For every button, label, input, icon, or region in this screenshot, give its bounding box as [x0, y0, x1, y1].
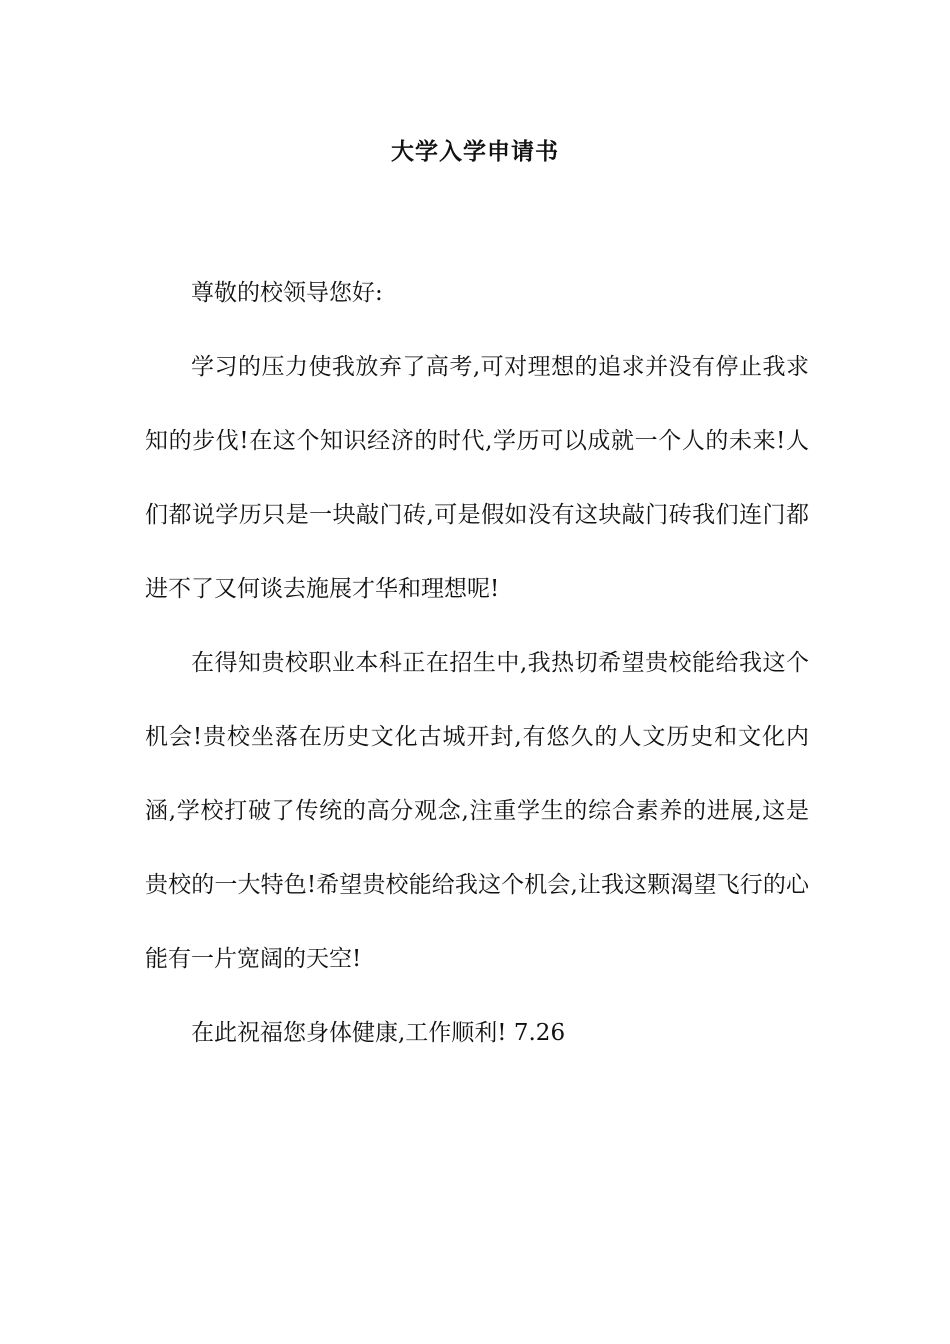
paragraph: 学习的压力使我放弃了高考,可对理想的追求并没有停止我求知的步伐!在这个知识经济的时代,学历可以成就一个人的未来!人们都说学历只是一块敲门砖,可是假如没有这块敲门砖我们连门都进不了又何谈去施展才华和理想呢!	[145, 354, 809, 602]
document-body	[145, 256, 809, 1070]
closing: 在此祝福您身体健康,工作顺利! 7.26	[191, 1020, 566, 1046]
paragraph: 在得知贵校职业本科正在招生中,我热切希望贵校能给我这个机会!贵校坐落在历史文化古城开封,有悠久的人文历史和文化内涵,学校打破了传统的高分观念,注重学生的综合素养的进展,这是贵校的一大特色!希望贵校能给我这个机会,让我这颗渴望飞行的心能有一片宽阔的天空!	[145, 650, 809, 972]
document-title: 大学入学申请书	[391, 139, 559, 165]
salutation: 尊敬的校领导您好:	[191, 280, 383, 306]
